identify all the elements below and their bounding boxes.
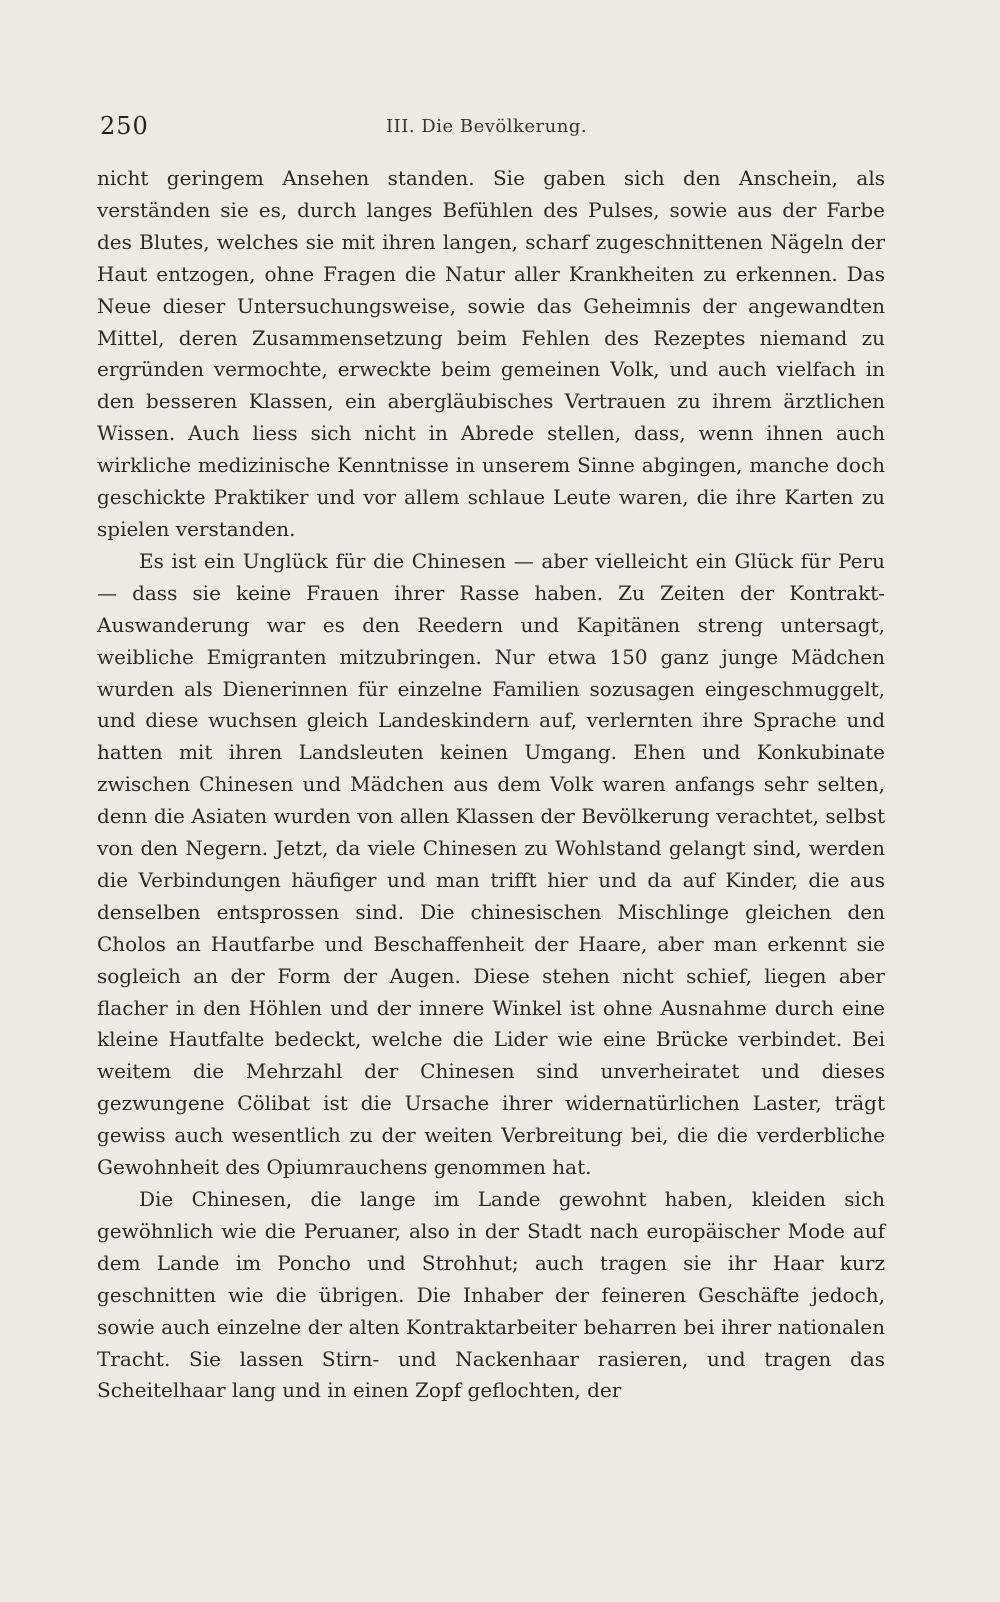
paragraph-2: Es ist ein Unglück für die Chinesen — aber vielleicht ein Glück für Peru — dass sie keine Frauen ihrer Rasse haben. Zu Zeiten der Kontrakt-Auswanderung war es den Reedern und Kapitänen streng untersagt, weibliche Emigranten mitzubringen. Nur etwa 150 ganz junge Mädchen wurden als Dienerinnen für einzelne Familien sozusagen eingeschmuggelt, und diese wuchsen gleich Landeskindern auf, verlernten ihre Sprache und hatten mit ihren Landsleuten keinen Umgang. Ehen und Konkubinate zwischen Chinesen und Mädchen aus dem Volk waren anfangs sehr selten, denn die Asiaten wurden von allen Klassen der Bevölkerung verachtet, selbst von den Negern. Jetzt, da viele Chinesen zu Wohlstand gelangt sind, werden die Verbindungen häufiger und man trifft hier und da auf Kinder, die aus denselben entsprossen sind. Die chinesischen Mischlinge gleichen den Cholos an Hautfarbe und Beschaffenheit der Haare, aber man erkennt sie sogleich an der Form der Augen. Diese stehen nicht schief, liegen aber flacher in den Höhlen und der innere Winkel ist ohne Ausnahme durch eine kleine Hautfalte bedeckt, welche die Lider wie eine Brücke verbindet. Bei weitem die Mehrzahl der Chinesen sind unverheiratet und dieses gezwungene Cölibat ist die Ursache ihrer widernatürlichen Laster, trägt gewiss auch wesentlich zu der weiten Verbreitung bei, die die verderbliche Gewohnheit des Opiumrauchens genommen hat. [97, 548, 885, 1180]
paragraph-3: Die Chinesen, die lange im Lande gewohnt haben, kleiden sich gewöhnlich wie die Peruaner, also in der Stadt nach europäischer Mode auf dem Lande im Poncho und Strohhut; auch tragen sie ihr Haar kurz geschnitten wie die übrigen. Die Inhaber der feineren Geschäfte jedoch, sowie auch einzelne der alten Kontraktarbeiter beharren bei ihrer nationalen Tracht. Sie lassen Stirn- und Nackenhaar rasieren, und tragen das Scheitelhaar lang und in einen Zopf geflochten, der [97, 1187, 885, 1403]
body-text [97, 163, 885, 1407]
running-head: III. Die Bevölkerung. [386, 116, 588, 137]
page-number: 250 [100, 112, 149, 140]
paragraph-1: nicht geringem Ansehen standen. Sie gaben sich den Anschein, als verständen sie es, durch langes Befühlen des Pulses, sowie aus der Farbe des Blutes, welches sie mit ihren langen, scharf zugeschnittenen Nägeln der Haut entzogen, ohne Fragen die Natur aller Krankheiten zu erkennen. Das Neue dieser Untersuchungsweise, sowie das Geheimnis der angewandten Mittel, deren Zusammensetzung beim Fehlen des Rezeptes niemand zu ergründen vermochte, erweckte beim gemeinen Volk, und auch vielfach in den besseren Klassen, ein abergläubisches Vertrauen zu ihrem ärztlichen Wissen. Auch liess sich nicht in Abrede stellen, dass, wenn ihnen auch wirkliche medizinische Kenntnisse in unserem Sinne abgingen, manche doch geschickte Praktiker und vor allem schlaue Leute waren, die ihre Karten zu spielen verstanden. [97, 166, 885, 541]
